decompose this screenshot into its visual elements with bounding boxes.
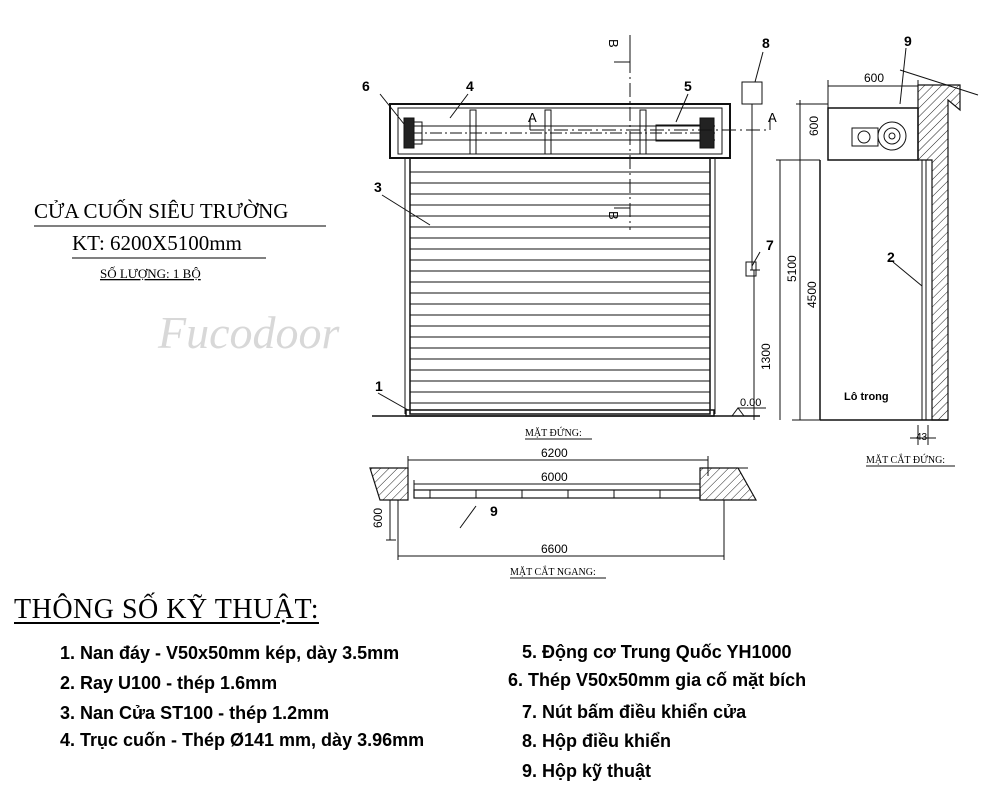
dim-6200: 6200 xyxy=(541,446,568,460)
dim-600-top: 600 xyxy=(864,71,885,85)
section-a-right: A xyxy=(768,110,777,125)
door-quantity: SỐ LƯỢNG: 1 BỘ xyxy=(100,266,201,281)
front-view-label: MẶT ĐỨNG: xyxy=(525,428,582,439)
side-axle xyxy=(878,122,906,150)
front-view xyxy=(372,35,770,439)
callout-5: 5 xyxy=(684,78,692,94)
dim-6000: 6000 xyxy=(541,470,568,484)
callout-1: 1 xyxy=(375,378,383,394)
flange-left xyxy=(404,118,414,148)
door-title: CỬA CUỐN SIÊU TRƯỜNG xyxy=(34,199,289,223)
plan-curtain xyxy=(414,490,700,498)
dim-43: 43 xyxy=(916,432,928,443)
spec-item-3: 3. Nan Cửa ST100 - thép 1.2mm xyxy=(60,703,330,723)
spec-item-5: 5. Động cơ Trung Quốc YH1000 xyxy=(522,642,792,662)
spec-item-6: 6. Thép V50x50mm gia cố mặt bích xyxy=(508,670,807,690)
spec-item-8: 8. Hộp điều khiển xyxy=(522,731,672,751)
callout-2: 2 xyxy=(887,249,895,265)
bottom-bar xyxy=(406,410,714,416)
callout-8: 8 xyxy=(762,35,770,51)
door-curtain xyxy=(410,158,710,414)
spec-item-4: 4. Trục cuốn - Thép Ø141 mm, dày 3.96mm xyxy=(60,730,425,750)
plan-view-label: MẶT CẮT NGANG: xyxy=(510,567,596,578)
control-box xyxy=(742,82,762,104)
lo-trong-label: Lô trong xyxy=(844,391,889,403)
spec-item-9: 9. Hộp kỹ thuật xyxy=(522,761,652,781)
curtain-slats xyxy=(410,172,710,403)
spec-item-2: 2. Ray U100 - thép 1.6mm xyxy=(60,673,278,693)
spec-item-1: 1. Nan đáy - V50x50mm kép, dày 3.5mm xyxy=(60,643,400,663)
callout-9-side: 9 xyxy=(904,33,912,49)
side-view-label: MẶT CẮT ĐỨNG: xyxy=(866,455,946,466)
spec-heading: THÔNG SỐ KỸ THUẬT: xyxy=(14,594,319,625)
dim-600-side: 600 xyxy=(807,115,821,136)
watermark: Fucodoor xyxy=(158,307,340,358)
dim-5100: 5100 xyxy=(785,255,799,282)
dim-600-plan: 600 xyxy=(371,507,385,528)
door-size: KT: 6200X5100mm xyxy=(72,231,242,255)
section-b-bottom: B xyxy=(606,211,621,220)
callout-7: 7 xyxy=(766,237,774,253)
side-box xyxy=(828,108,918,160)
callout-9-plan: 9 xyxy=(490,503,498,519)
callout-3: 3 xyxy=(374,179,382,195)
dim-1300: 1300 xyxy=(759,343,773,370)
dim-6600: 6600 xyxy=(541,542,568,556)
section-b-top: B xyxy=(606,39,621,48)
callout-6: 6 xyxy=(362,78,370,94)
roller-box xyxy=(390,104,730,158)
dim-level: 0.00 xyxy=(740,397,762,409)
section-a-left: A xyxy=(528,110,537,125)
spec-item-7: 7. Nút bấm điều khiển cửa xyxy=(522,702,747,722)
dim-4500: 4500 xyxy=(805,281,819,308)
callout-4: 4 xyxy=(466,78,474,94)
